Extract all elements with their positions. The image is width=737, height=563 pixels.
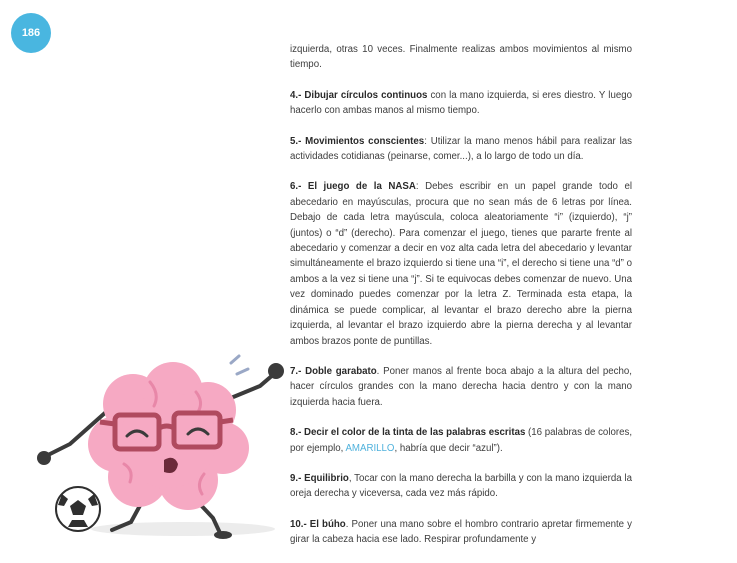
paragraph-8: 8.- Decir el color de la tinta de las palabras escritas (16 palabras de colores, por ejemplo, AMARILLO, habría que decir “azul”). bbox=[290, 427, 633, 454]
color-word: AMARILLO bbox=[345, 442, 395, 454]
page-number-badge bbox=[11, 13, 51, 53]
paragraph-10: 10.- El búho. Poner una mano sobre el hombro contrario apretar firmemente y girar la cabeza hacia ese lado. Respirar profundamente y bbox=[290, 518, 633, 546]
paragraph-9: 9.- Equilibrio, Tocar con la mano derecha la barbilla y con la mano izquierda la oreja derecha y viceversa, cada vez más rápido. bbox=[290, 472, 632, 500]
paragraph-7: 7.- Doble garabato. Poner manos al frente boca abajo a la altura del pecho, hacer círculos grandes con la mano derecha hacia dentro y con la mano izquierda hacia fuera. bbox=[290, 365, 632, 408]
paragraph-4-heading: 4.- Dibujar círculos continuos bbox=[290, 89, 428, 101]
paragraph-5: 5.- Movimientos conscientes: Utilizar la mano menos hábil para realizar las actividades cotidianas (peinarse, comer...), a lo largo de todo un día. bbox=[290, 135, 632, 163]
paragraph-6: 6.- El juego de la NASA: Debes escribir en un papel grande todo el abecedario en mayúsculas, procura que no sean más de 6 letras por línea. Debajo de cada letra mayúscula, coloca aleatoriamente “i” (izquierdo), “j” (juntos) o “d” (derecho). Para comenzar el juego, tienes que pararte frente al abecedario y comenzar a decir en voz alta cada letra del abecedario y levantar simultáneamente el brazo izquierdo si tiene una “i”, el derecho si tiene una “d” o ambos a la vez si tiene una “j”. Si te equivocas debes comenzar de nuevo. Una vez dominado puedes comenzar por la letra Z. Terminada esta etapa, la dinámica se puede complicar, al levantar el brazo derecho abre la pierna izquierda, al levantar el brazo izquierdo abre la pierna derecha y al levantar ambos brazos ponte de puntillas. bbox=[290, 181, 632, 347]
motion-lines-icon bbox=[231, 356, 248, 374]
paragraph-6-heading: 6.- El juego de la NASA bbox=[290, 181, 416, 193]
right-fist bbox=[268, 363, 284, 379]
paragraph-10-heading: 10.- El búho bbox=[290, 518, 346, 530]
paragraph-9-heading: 9.- Equilibrio bbox=[290, 472, 349, 484]
paragraph-5-heading: 5.- Movimientos conscientes bbox=[290, 135, 425, 147]
brain-body bbox=[88, 362, 249, 510]
page-number: 186 bbox=[21, 27, 41, 39]
soccer-ball-icon bbox=[56, 487, 100, 531]
paragraph-7-heading: 7.- Doble garabato bbox=[290, 365, 377, 377]
paragraph-4: 4.- Dibujar círculos continuos con la mano izquierda, si eres diestro. Y luego hacerlo con ambas manos al mismo tiempo. bbox=[290, 89, 632, 117]
brain-mascot-illustration bbox=[28, 352, 290, 550]
paragraph-continuation: izquierda, otras 10 veces. Finalmente realizas ambos movimientos al mismo tiempo. bbox=[290, 44, 632, 71]
body-text bbox=[290, 42, 632, 563]
right-foot bbox=[214, 531, 232, 539]
paragraph-8-heading: 8.- Decir el color de la tinta de las palabras escritas bbox=[290, 427, 526, 439]
right-arm bbox=[226, 374, 274, 400]
left-hand bbox=[37, 451, 51, 465]
